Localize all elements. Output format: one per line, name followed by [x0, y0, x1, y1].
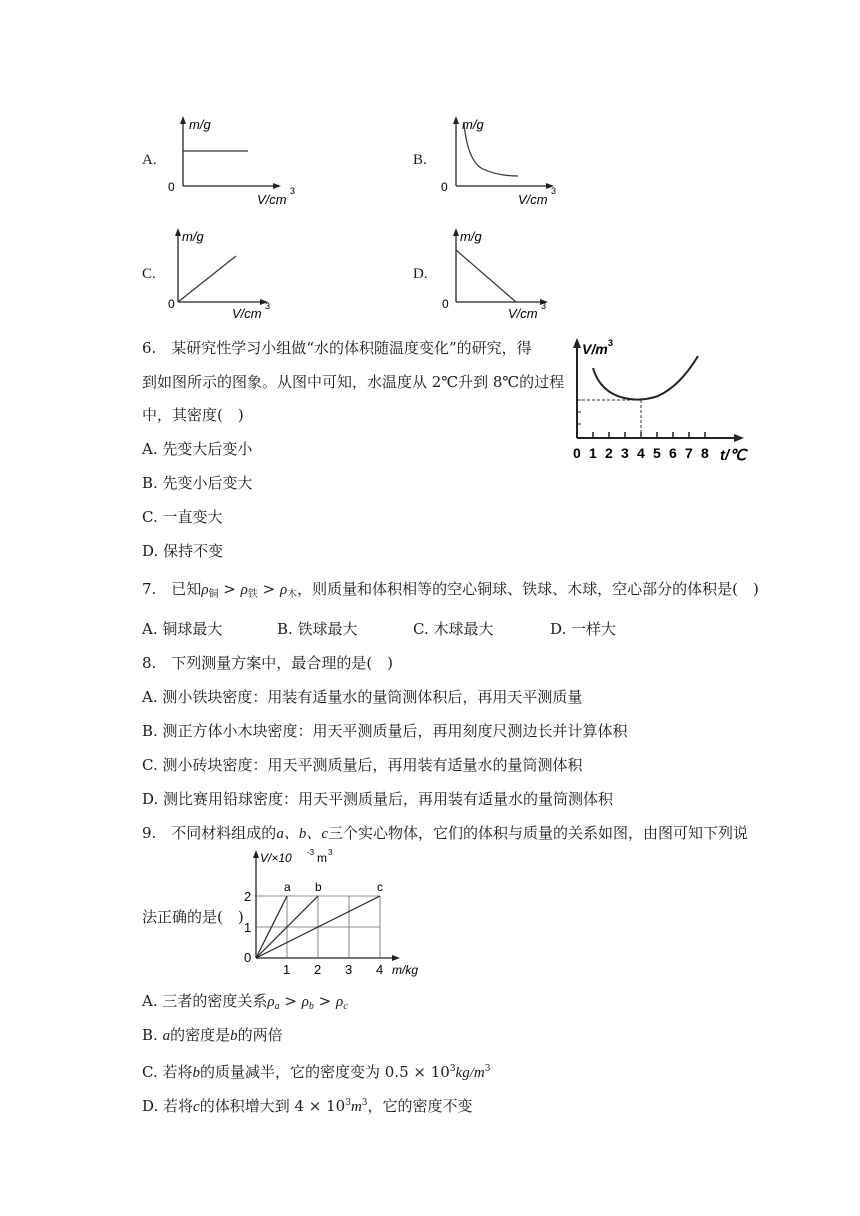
q9-volume-mass-chart [240, 844, 430, 978]
x-label: V/cm [257, 192, 287, 207]
sub-b: b [308, 1001, 314, 1012]
q6-stem-line2: 到如图所示的图象。从图中可知，水温度从 2℃升到 8℃的过程 [142, 373, 565, 391]
q9-stem-b: 三个实心物体，它们的体积与质量的关系如图，由图可知下列说 [327, 824, 748, 842]
origin-label: 0 [168, 297, 175, 311]
x-tick-label: 5 [653, 445, 661, 461]
q6-stem-line3: 中，其密度( ) [142, 406, 244, 424]
x-tick-label: 7 [685, 445, 693, 461]
q5-graph-a [165, 112, 305, 212]
series-label-a: a [284, 880, 291, 894]
unit-sup: 3 [484, 1064, 491, 1074]
rho-symbol: ρ [201, 582, 209, 598]
rho-symbol: ρ [240, 582, 248, 598]
q7-option-a[interactable]: A. 铜球最大 [142, 620, 223, 638]
q8-option-b[interactable]: B. 测正方体小木块密度：用天平测质量后，再用刻度尺测边长并计算体积 [142, 722, 628, 740]
y-label-unit-sup: 3 [328, 848, 333, 857]
var-b: b [230, 1028, 238, 1044]
q9-opt-d-mid: 的体积增大到 4 × 10 [199, 1097, 346, 1115]
q8-option-d[interactable]: D. 测比赛用铅球密度：用天平测质量后，再用装有适量水的量筒测体积 [142, 790, 614, 808]
x-tick-label: 3 [621, 445, 629, 461]
x-label: V/cm [518, 192, 548, 207]
q8-option-a[interactable]: A. 测小铁块密度：用装有适量水的量筒测体积后，再用天平测质量 [142, 688, 583, 706]
x-label-sup: 3 [290, 186, 296, 196]
x-tick-label: 2 [314, 962, 322, 977]
q7-stem [142, 579, 759, 605]
option-letter: C. [142, 266, 156, 282]
option-letter: A. [142, 152, 157, 168]
q9-vars: a、b、c [276, 826, 328, 842]
y-label-exp: -3 [307, 848, 315, 857]
q6-option-d[interactable]: D. 保持不变 [142, 542, 224, 560]
origin-label: 0 [244, 950, 252, 965]
q7-prefix: 7. 已知 [142, 580, 202, 598]
x-label-sup: 3 [551, 186, 557, 196]
var-c: c [193, 1099, 200, 1115]
q5-graph-d [438, 224, 578, 324]
rho-b: $\rho_b$ [301, 994, 314, 1012]
q8-stem: 8. 下列测量方案中，最合理的是( ) [142, 654, 394, 672]
x-tick-label: 2 [605, 445, 613, 461]
q9-opt-c-prefix: C. 若将 [142, 1063, 193, 1081]
option-letter: D. [413, 266, 428, 282]
var-b: b [192, 1065, 200, 1081]
x-label-sup: 3 [265, 301, 271, 311]
x-tick-label: 4 [637, 445, 645, 461]
y-tick-label: 1 [244, 920, 252, 935]
sub-copper: 铜 [208, 589, 219, 600]
q5-graph-b [438, 112, 578, 212]
x-tick-label: 4 [376, 962, 384, 977]
y-label-sup: 3 [608, 338, 614, 348]
sub-wood: 木 [287, 589, 298, 600]
q6-stem-line1: 6. 某研究性学习小组做“水的体积随温度变化”的研究，得 [142, 339, 532, 357]
y-label: V/m [582, 341, 608, 357]
q9-opt-b-prefix: B. [142, 1026, 163, 1044]
x-tick-label: 3 [345, 962, 353, 977]
option-letter: B. [413, 152, 427, 168]
q9-stem-a: 9. 不同材料组成的 [142, 824, 277, 842]
q7-option-b[interactable]: B. 铁球最大 [277, 620, 358, 638]
q6-option-c[interactable]: C. 一直变大 [142, 508, 223, 526]
exp: 3 [449, 1064, 456, 1074]
q9-stem-line2: 法正确的是( ) [142, 908, 244, 926]
series-label-b: b [315, 880, 322, 894]
graph-line [456, 250, 516, 302]
q9-opt-a-text: A. 三者的密度关系 [142, 992, 268, 1010]
volume-curve [593, 356, 698, 400]
unit: kg/m [455, 1065, 485, 1081]
origin-label: 0 [441, 180, 448, 194]
sub-iron: 铁 [247, 589, 258, 600]
x-label: m/kg [392, 963, 419, 977]
q9-option-d[interactable] [142, 1093, 473, 1117]
q9-option-b[interactable] [142, 1025, 283, 1046]
x-tick-label: 1 [283, 962, 291, 977]
rho-a: $\rho_a$ [267, 994, 280, 1012]
x-label: V/cm [508, 306, 538, 321]
graph-line [178, 256, 236, 302]
rho-c: $\rho_c$ [336, 994, 348, 1012]
x-label: V/cm [232, 306, 262, 321]
sub-a: a [274, 1001, 280, 1012]
q9-option-a[interactable]: A. 三者的密度关系$\rho_a > \rho_b > \rho_c$ [142, 992, 348, 1012]
q7-suffix: ，则质量和体积相等的空心铜球、铁球、木球，空心部分的体积是( ) [297, 580, 759, 598]
y-label: m/g [189, 117, 211, 132]
y-label: m/g [462, 117, 484, 132]
q7-option-d[interactable]: D. 一样大 [550, 620, 617, 638]
y-label: m/g [182, 229, 204, 244]
x-tick-label: 1 [589, 445, 597, 461]
q7-option-c[interactable]: C. 木球最大 [413, 620, 494, 638]
y-label-unit: m [317, 851, 327, 865]
q6-option-b[interactable]: B. 先变小后变大 [142, 474, 253, 492]
x-label-sup: 3 [541, 301, 547, 311]
q9-opt-b-suffix: 的两倍 [237, 1026, 283, 1044]
unit: m [350, 1099, 362, 1115]
y-label: V/×10 [260, 851, 292, 865]
q6-volume-temperature-chart [560, 334, 760, 464]
origin-label: 0 [442, 297, 449, 311]
exp: 3 [345, 1098, 351, 1108]
x-tick-label: 8 [701, 445, 709, 461]
series-label-c: c [377, 880, 383, 894]
q8-option-c[interactable]: C. 测小砖块密度：用天平测质量后，再用装有适量水的量筒测体积 [142, 756, 583, 774]
x-tick-label: 6 [669, 445, 677, 461]
gt-sign: > [257, 580, 280, 598]
y-label: m/g [460, 229, 482, 244]
unit-sup: 3 [361, 1098, 368, 1108]
q9-opt-d-prefix: D. 若将 [142, 1097, 194, 1115]
var-a: a [162, 1028, 171, 1044]
x-label: t/℃ [720, 447, 747, 464]
y-tick-label: 2 [244, 889, 252, 904]
q9-stem-line1 [142, 823, 748, 844]
origin-label: 0 [168, 180, 175, 194]
q9-opt-b-mid: 的密度是 [170, 1026, 231, 1044]
q9-opt-c-mid: 的质量减半，它的密度变为 0.5 × 10 [199, 1063, 450, 1081]
q6-option-a[interactable]: A. 先变大后变小 [142, 440, 253, 458]
rho-symbol: ρ [279, 582, 288, 598]
sub-c: c [343, 1001, 348, 1012]
x-tick-label: 0 [573, 445, 581, 461]
q9-option-c[interactable] [142, 1059, 490, 1083]
q5-graph-c [162, 224, 302, 324]
gt-sign: > [218, 580, 241, 598]
q9-opt-d-suffix: ，它的密度不变 [367, 1097, 473, 1115]
